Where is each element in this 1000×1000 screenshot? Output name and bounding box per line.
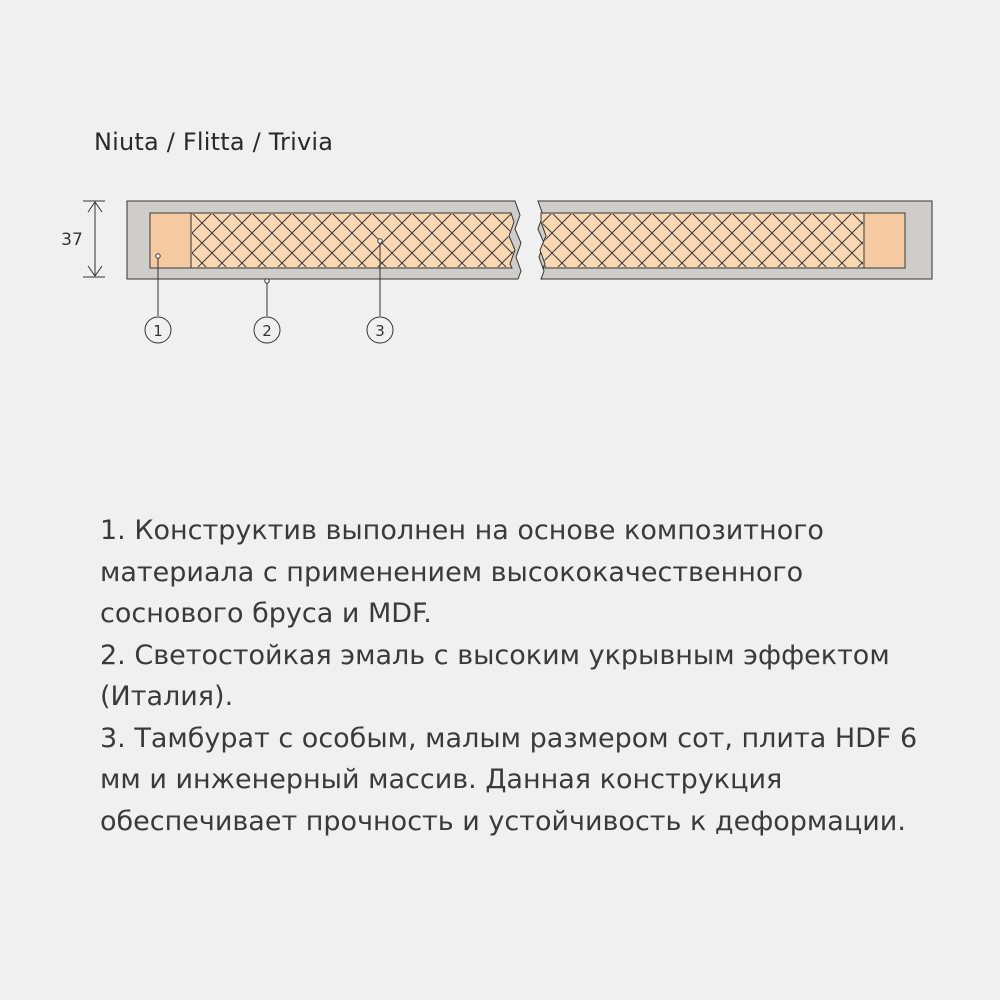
product-title: Niuta / Flitta / Trivia bbox=[94, 128, 334, 156]
honeycomb-core-right bbox=[541, 214, 863, 267]
pine-beam-left bbox=[151, 214, 191, 267]
pine-beam-right bbox=[865, 214, 904, 267]
callout-2-label: 2 bbox=[262, 322, 272, 340]
panel-left-section bbox=[127, 201, 521, 279]
callout-2 bbox=[254, 317, 280, 343]
honeycomb-core-left bbox=[192, 214, 514, 267]
dimension-label: 37 bbox=[61, 230, 83, 250]
description-notes bbox=[100, 510, 950, 842]
note-1: 1. Конструктив выполнен на основе композитного материала с применением высококачественного соснового бруса и MDF. bbox=[100, 515, 824, 629]
callout-3-label: 3 bbox=[375, 322, 385, 340]
panel-right-section bbox=[538, 201, 932, 279]
callout-1-label: 1 bbox=[153, 322, 163, 340]
dimension-marker bbox=[61, 201, 105, 277]
note-2: 2. Светостойкая эмаль с высоким укрывным эффектом (Италия). bbox=[100, 639, 890, 712]
callout-1 bbox=[145, 317, 171, 343]
callout-3 bbox=[367, 317, 393, 343]
note-3: 3. Тамбурат с особым, малым размером сот, плита HDF 6 мм и инженерный массив. Данная конструкция обеспечивает прочность и устойчивость к деформации. bbox=[100, 722, 918, 837]
door-cross-section bbox=[0, 0, 1000, 400]
